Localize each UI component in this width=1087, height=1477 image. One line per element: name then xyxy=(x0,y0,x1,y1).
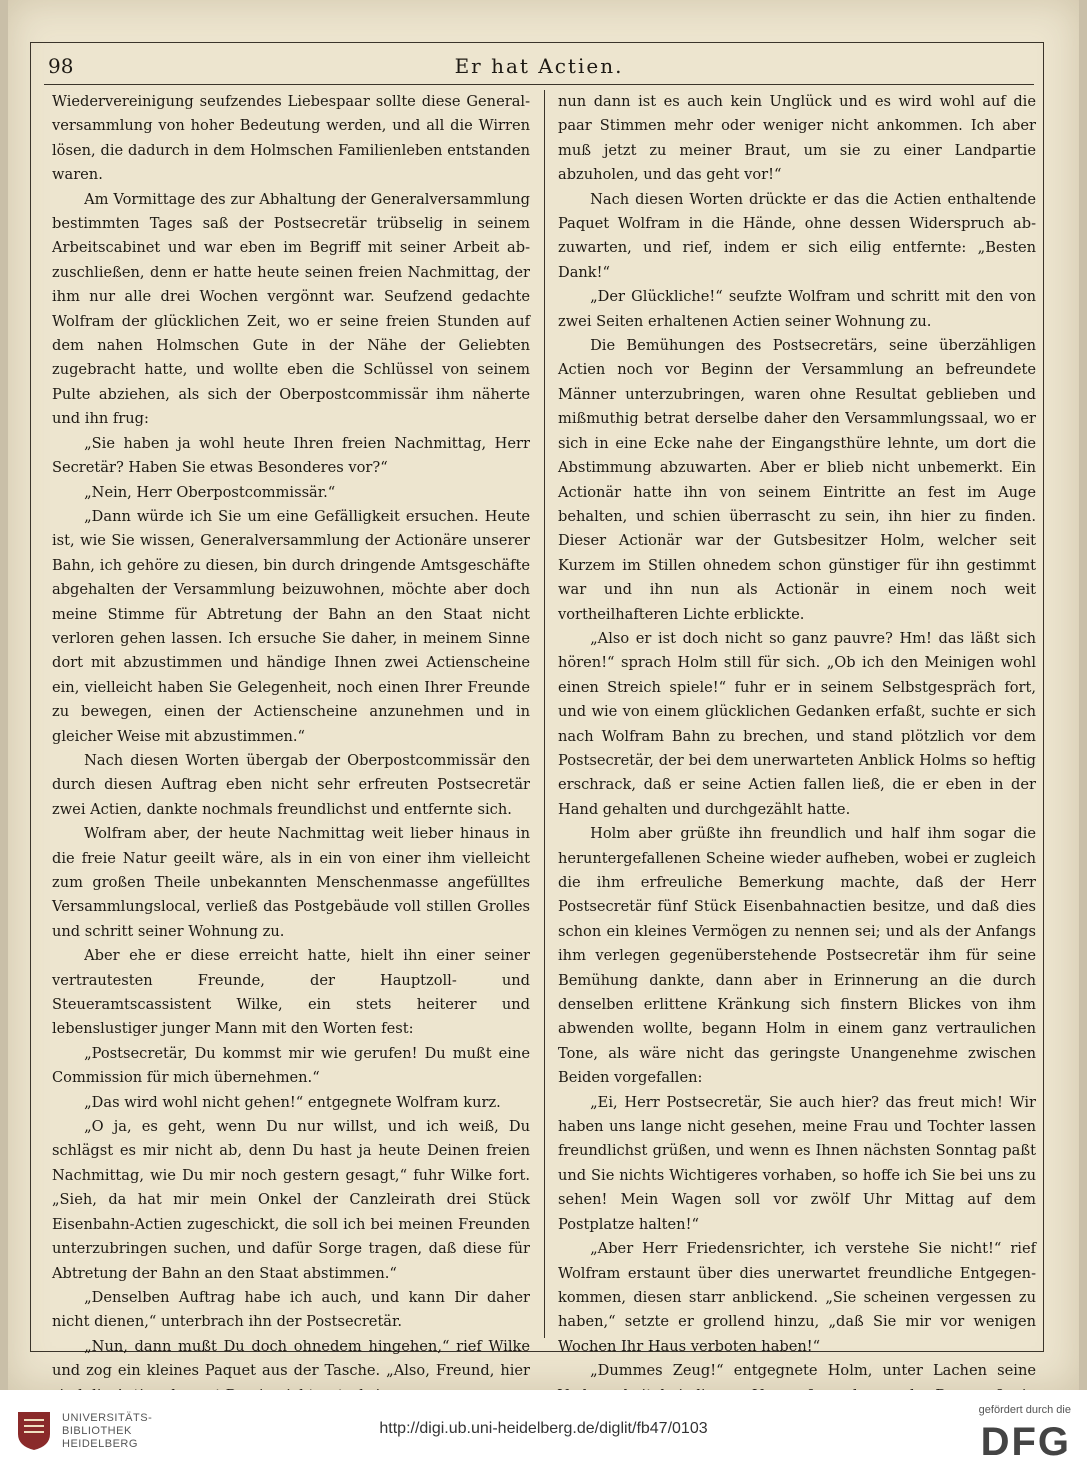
dfg-logo: DFG xyxy=(980,1420,1071,1464)
paragraph: Am Vormittage des zur Abhaltung der Generalversammlung bestimmten Tages saß der Postsecretär trübselig in seinem Arbeitscabinet und war eben im Begriff mit seiner Arbeit abzuschließen, denn er hatte heute seinen freien Nachmittag, der ihm nur alle drei Wochen vergönnt war. Seufzend gedachte Wolfram der glücklichen Zeit, wo er seine freien Stunden auf dem nahen Holmschen Gute in der Nähe der Geliebten zugebracht hatte, und wollte eben die Schlüssel von seinem Pulte abziehen, als sich der Oberpostcommissär ihm näherte und ihn frug: xyxy=(52,190,530,428)
paragraph: „Denselben Auftrag habe ich auch, und kann Dir daher nicht dienen,“ unterbrach ihn der Postsecretär. xyxy=(52,1288,530,1331)
paragraph: Wiedervereinigung seufzendes Liebespaar sollte diese Generalversammlung von hoher Bedeutung werden, und all die Wirren lösen, die dadurch in dem Holmschen Familienleben entstanden waren. xyxy=(52,93,530,184)
paragraph: nun dann ist es auch kein Unglück und es wird wohl auf die paar Stimmen mehr oder weniger nicht ankommen. Ich aber muß jetzt zu meiner Braut, um sie zu einer Landpartie abzuholen, und das geht vor!“ xyxy=(558,93,1036,184)
page-header xyxy=(44,54,1034,85)
paragraph: Wolfram aber, der heute Nachmittag weit lieber hinaus in die freie Natur geeilt wäre, als in ein von einer ihm vielleicht zum großen Theile unbekannten Menschenmasse angefülltes Versammlungslocal, verließ das Postgebäude voll stillen Grolles und schritt seiner Wohnung zu. xyxy=(52,825,530,940)
paragraph: „O ja, es geht, wenn Du nur willst, und ich weiß, Du schlägst es mir nicht ab, denn Du hast ja heute Deinen freien Nachmittag, wie Du mir noch gestern gesagt,“ fuhr Wilke fort. „Sieh, da hat mir mein Onkel der Canzleirath drei Stück Eisenbahn-Actien zugeschickt, die soll ich bei meinen Freunden unterzubringen suchen, und dafür Sorge tragen, daß diese für Abtretung der Bahn an den Staat abstimmen.“ xyxy=(52,1118,530,1282)
paragraph: „Aber Herr Friedensrichter, ich verstehe Sie nicht!“ rief Wolfram erstaunt über dies unerwartet freundliche Entgegenkommen, diesen starr anblickend. „Sie scheinen vergessen zu haben,“ setzte er grollend hinzu, „daß Sie mir vor wenigen Wochen Ihr Haus verboten haben!“ xyxy=(558,1240,1036,1355)
paragraph: Nach diesen Worten drückte er das die Actien enthaltende Paquet Wolfram in die Hände, ohne dessen Widerspruch abzuwarten, und rief, indem er sich eilig entfernte: „Besten Dank!“ xyxy=(558,190,1036,281)
paragraph: Aber ehe er diese erreicht hatte, hielt ihn einer seiner vertrautesten Freunde, der Hauptzoll- und Steueramtscassistent Wilke, ein stets heiterer und lebenslustiger junger Mann mit den Worten fest: xyxy=(52,947,530,1038)
paragraph: „Dann würde ich Sie um eine Gefälligkeit ersuchen. Heute ist, wie Sie wissen, Generalversammlung der Actionäre unserer Bahn, ich gehöre zu diesen, bin durch dringende Amtsgeschäfte abgehalten der Versammlung beizuwohnen, möchte aber doch meine Stimme für Abtretung der Bahn an den Staat nicht verloren gehen lassen. Ich ersuche Sie daher, in meinem Sinne dort mit abzustimmen und händige Ihnen zwei Actienscheine ein, vielleicht haben Sie Gelegenheit, noch einen Ihrer Freunde zu bewegen, einen der Actienscheine anzunehmen und in gleicher Weise mit abzustimmen.“ xyxy=(52,507,530,745)
paragraph: „Das wird wohl nicht gehen!“ entgegnete Wolfram kurz. xyxy=(84,1093,501,1111)
source-url[interactable]: http://digi.ub.uni-heidelberg.de/diglit/fb47/0103 xyxy=(379,1420,708,1437)
paragraph: „Ei, Herr Postsecretär, Sie auch hier? das freut mich! Wir haben uns lange nicht gesehen, meine Frau und Tochter lassen freundlichst grüßen, und wenn es Ihnen nächsten Sonntag paßt und Sie nichts Wichtigeres vorhaben, so hoffe ich Sie bei uns zu sehen! Mein Wagen soll vor zwölf Uhr Mittag auf dem Postplatze halten!“ xyxy=(558,1093,1036,1233)
paragraph: „Der Glückliche!“ seufzte Wolfram und schritt mit den von zwei Seiten erhaltenen Actien seiner Wohnung zu. xyxy=(558,288,1036,330)
text-column-left xyxy=(52,90,530,1380)
funded-by-label: gefördert durch die xyxy=(978,1404,1071,1416)
paragraph: „Also er ist doch nicht so ganz pauvre? Hm! das läßt sich hören!“ sprach Holm still für sich. „Ob ich den Meinigen wohl einen Streich spiele!“ fuhr er in seinem Selbstgespräch fort, und wie von einem glücklichen Gedanken erfaßt, suchte er sich nach Wolfram Bahn zu brechen, und stand plötzlich vor dem Postsecretär, der bei dem unerwarteten Anblick Holms so heftig erschrack, daß er seine Actien fallen ließ, die er eben in der Hand gehalten und durchgezählt hatte. xyxy=(558,629,1036,818)
paragraph: „Sie haben ja wohl heute Ihren freien Nachmittag, Herr Secretär? Haben Sie etwas Besonderes vor?“ xyxy=(52,434,530,477)
running-title: Er hat Actien. xyxy=(454,54,624,78)
paragraph: Die Bemühungen des Postsecretärs, seine überzähligen Actien noch vor Beginn der Versammlung an befreundete Männer unterzubringen, waren ohne Resultat geblieben und mißmuthig betrat derselbe daher den Versammlungssaal, wo er sich in eine Ecke nahe der Eingangsthüre lehnte, um dort die Abstimmung abzuwarten. Aber er blieb nicht unbemerkt. Ein Actionär hatte ihn von seinem Eintritte an fest im Auge behalten, und schien überrascht zu sein, ihn hier zu finden. Dieser Actionär war der Gutsbesitzer Holm, welcher seit Kurzem im Stillen ohnedem schon günstiger für ihn gestimmt war und ihn nun als Actionär in einem noch weit vortheilhafteren Lichte erblickte. xyxy=(558,337,1036,623)
paragraph: „Dummes Zeug!“ entgegnete Holm, unter Lachen seine xyxy=(590,1362,1036,1380)
library-name: UNIVERSITÄTS- BIBLIOTHEK HEIDELBERG xyxy=(62,1412,153,1450)
paragraph: „Postsecretär, Du kommst mir wie gerufen! Du mußt eine Commission für mich übernehmen.“ xyxy=(52,1044,530,1087)
paragraph: Holm aber grüßte ihn freundlich und half ihm sogar die heruntergefallenen Scheine wieder aufheben, wobei er zugleich die ihm erfreuliche Bemerkung machte, daß der Herr Postsecretär fünf Stück Eisenbahnactien besitze, und daß dies schon ein kleines Vermögen zu nennen sei; und als der Anfangs ihm verlegen gegenüberstehende Postsecretär ihm für seine Bemühung dankte, dann aber in Erinnerung an die durch denselben erlittene Kränkung sich finstern Blickes von ihm abwenden wollte, begann Holm in einem ganz vertraulichen Tone, als wäre nicht das geringste Unangenehme zwischen Beiden vorgefallen: xyxy=(558,825,1036,1087)
paragraph: Nach diesen Worten übergab der Oberpostcommissär den durch diesen Auftrag eben nicht sehr erfreuten Postsecretär zwei Actien, dankte nochmals freundlichst und entfernte sich. xyxy=(52,751,530,818)
page-number: 98 xyxy=(48,54,74,78)
paragraph: „Nein, Herr Oberpostcommissär.“ xyxy=(84,483,336,501)
footer-bar xyxy=(0,1390,1087,1477)
column-divider xyxy=(544,90,545,1338)
text-column-right xyxy=(558,90,1036,1380)
paragraph: „Nun, dann mußt Du doch ohnedem hingehen,“ rief Wilke und zog ein kleines Paquet aus der Tasche. „Also, Freund, hier xyxy=(52,1337,530,1380)
